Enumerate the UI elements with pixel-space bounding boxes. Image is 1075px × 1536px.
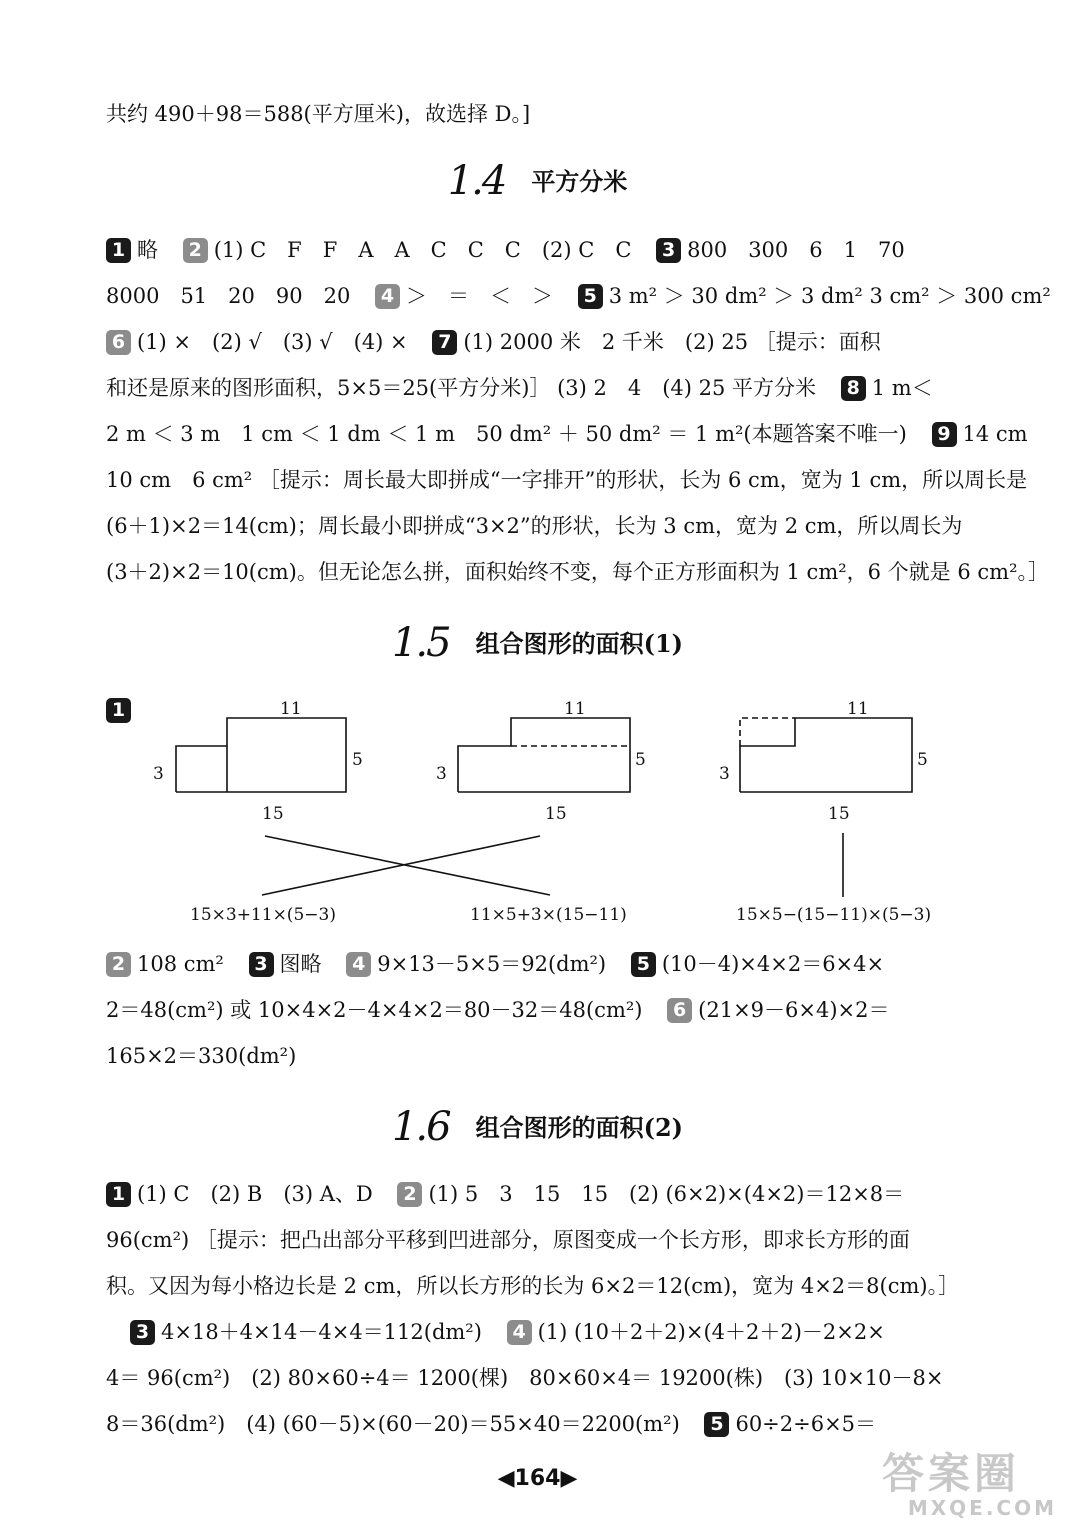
answer-text: (1) C (2) B (3) A、D [137,1182,373,1206]
answer-text: (10－4)×4×2＝6×4× [661,952,885,976]
answer-line [130,1319,1010,1345]
section-title: 组合图形的面积(1) [475,629,684,658]
match-line-1 [265,836,550,895]
figure-3-outline [740,718,912,792]
question-badge: 6 [106,330,131,355]
answer-text: (1) 2000 米 2 千米 (2) 25 ［提示：面积 [463,330,881,354]
answer-text: 2 m ＜ 3 m 1 cm ＜ 1 dm ＜ 1 m 50 dm² ＋ 50 dm² ＝ 1 m²(本题答案不唯一) [106,422,907,446]
composite-figures-diagram [0,690,1075,940]
question-badge: 3 [249,952,274,977]
answer-text: (21×9－6×4)×2＝ [698,998,890,1022]
question-badge: 2 [397,1182,422,1207]
figure-1-top-label: 11 [280,699,302,719]
answer-line: 积。又因为每小格边长是 2 cm，所以长方形的长为 6×2＝12(cm)，宽为 4×2＝8(cm)。］ [106,1274,960,1298]
question-badge: 7 [432,330,457,355]
question-badge: 5 [578,284,603,309]
answer-text: 略 [137,238,158,262]
answer-text: 1 m＜ [871,376,933,400]
question-badge: 4 [375,284,400,309]
answer-line [106,951,986,977]
figure-1-outline [176,718,346,792]
question-badge: 5 [704,1412,729,1437]
figure-3-top-label: 11 [847,699,869,719]
formula-1: 15×3+11×(5−3) [190,905,336,925]
answer-line [106,1411,986,1437]
answer-text: 108 cm² [137,952,224,976]
watermark-logo [882,1449,1057,1522]
question-badge: 1 [106,238,131,263]
figure-3-dashed-completion [740,718,795,746]
section-number: 1.6 [391,1104,450,1150]
match-line-2 [262,836,540,895]
answer-line: 10 cm 6 cm² ［提示：周长最大即拼成“一字排开”的形状，长为 6 cm，宽为 1 cm，所以周长是 [106,468,1028,492]
figure-3-left-label: 3 [719,764,730,784]
page-number: ◀164▶ [497,1466,578,1491]
answer-line [106,1181,986,1207]
section-number: 1.5 [391,620,450,666]
answer-text: 8000 51 20 90 20 [106,284,351,308]
figure-2-right-label: 5 [635,750,646,770]
section-title: 组合图形的面积(2) [475,1113,684,1142]
section-1-5-heading [0,620,1075,666]
figure-2-bottom-label: 15 [545,804,567,824]
question-badge: 9 [932,422,957,447]
watermark-top: 答案圈 [882,1449,1021,1498]
answer-line: 96(cm²) ［提示：把凸出部分平移到凹进部分，原图变成一个长方形，即求长方形的面 [106,1228,910,1252]
question-badge: 2 [183,238,208,263]
formula-2: 11×5+3×(15−11) [470,905,627,925]
section-1-6-heading [0,1104,1075,1150]
question-badge: 4 [346,952,371,977]
answer-text: (1) 5 3 15 15 (2) (6×2)×(4×2)＝12×8＝ [428,1182,905,1206]
question-badge: 2 [106,952,131,977]
answer-line [106,421,1028,447]
watermark-bottom: MXQE.COM [907,1496,1057,1520]
question-badge: 6 [667,998,692,1023]
formula-3: 15×5−(15−11)×(5−3) [736,905,932,925]
section-number: 1.4 [447,158,506,204]
answer-text: 3 m² ＞ 30 dm² ＞ 3 dm² 3 cm² ＞ 300 cm² [608,284,1051,308]
figure-3-bottom-label: 15 [828,804,850,824]
answer-text: ＞ ＝ ＜ ＞ [406,284,554,308]
answer-text: 4×18＋4×14－4×4＝112(dm²) [161,1320,482,1344]
figure-2-top-label: 11 [564,699,586,719]
question-badge: 4 [507,1320,532,1345]
question-badge: 5 [631,952,656,977]
figure-2-outline [458,718,630,792]
figure-1-left-label: 3 [153,764,164,784]
figure-1-right-label: 5 [352,750,363,770]
answer-text: 8＝36(dm²) (4) (60－5)×(60－20)＝55×40＝2200(m²) [106,1412,680,1436]
answer-text: 图略 [279,952,322,976]
figure-2-left-label: 3 [436,764,447,784]
answer-line: (6＋1)×2＝14(cm)；周长最小即拼成“3×2”的形状，长为 3 cm，宽为 2 cm，所以周长为 [106,514,963,538]
answer-line [106,375,986,401]
intro-line: 共约 490＋98＝588(平方厘米)，故选择 D。] [106,102,531,126]
figure-1-bottom-label: 15 [262,804,284,824]
answer-line [106,237,986,263]
answer-text: 和还是原来的图形面积，5×5＝25(平方分米)］ (3) 2 4 (4) 25 平方分米 [106,376,817,400]
answer-line: 4＝ 96(cm²) (2) 80×60÷4＝ 1200(棵) 80×60×4＝ 19200(株) (3) 10×10－8× [106,1366,944,1390]
answer-line [106,997,986,1023]
question-badge: 8 [841,376,866,401]
answer-text: 9×13－5×5＝92(dm²) [377,952,607,976]
section-title: 平方分米 [531,167,628,196]
figure-3-right-label: 5 [917,750,928,770]
answer-text: (1) (10＋2＋2)×(4＋2＋2)－2×2× [537,1320,885,1344]
question-badge: 3 [656,238,681,263]
answer-text: 60÷2÷6×5＝ [735,1412,877,1436]
section-1-4-heading [0,158,1075,204]
question-badge: 1 [106,698,131,723]
answer-line [106,283,1051,309]
answer-text: (1) C F F A A C C C (2) C C [213,238,632,262]
answer-text: 2＝48(cm²) 或 10×4×2－4×4×2＝80－32＝48(cm²) [106,998,643,1022]
answer-line [106,329,986,355]
question-badge: 3 [130,1320,155,1345]
answer-text: 800 300 6 1 70 [687,238,905,262]
answer-line: 165×2＝330(dm²) [106,1044,297,1068]
question-badge: 1 [106,1182,131,1207]
answer-line: (3＋2)×2＝10(cm)。但无论怎么拼，面积始终不变，每个正方形面积为 1 cm²，6 个就是 6 cm²。］ [106,560,1049,584]
answer-text: (1) × (2) √ (3) √ (4) × [137,330,408,354]
answer-text: 14 cm [962,422,1028,446]
